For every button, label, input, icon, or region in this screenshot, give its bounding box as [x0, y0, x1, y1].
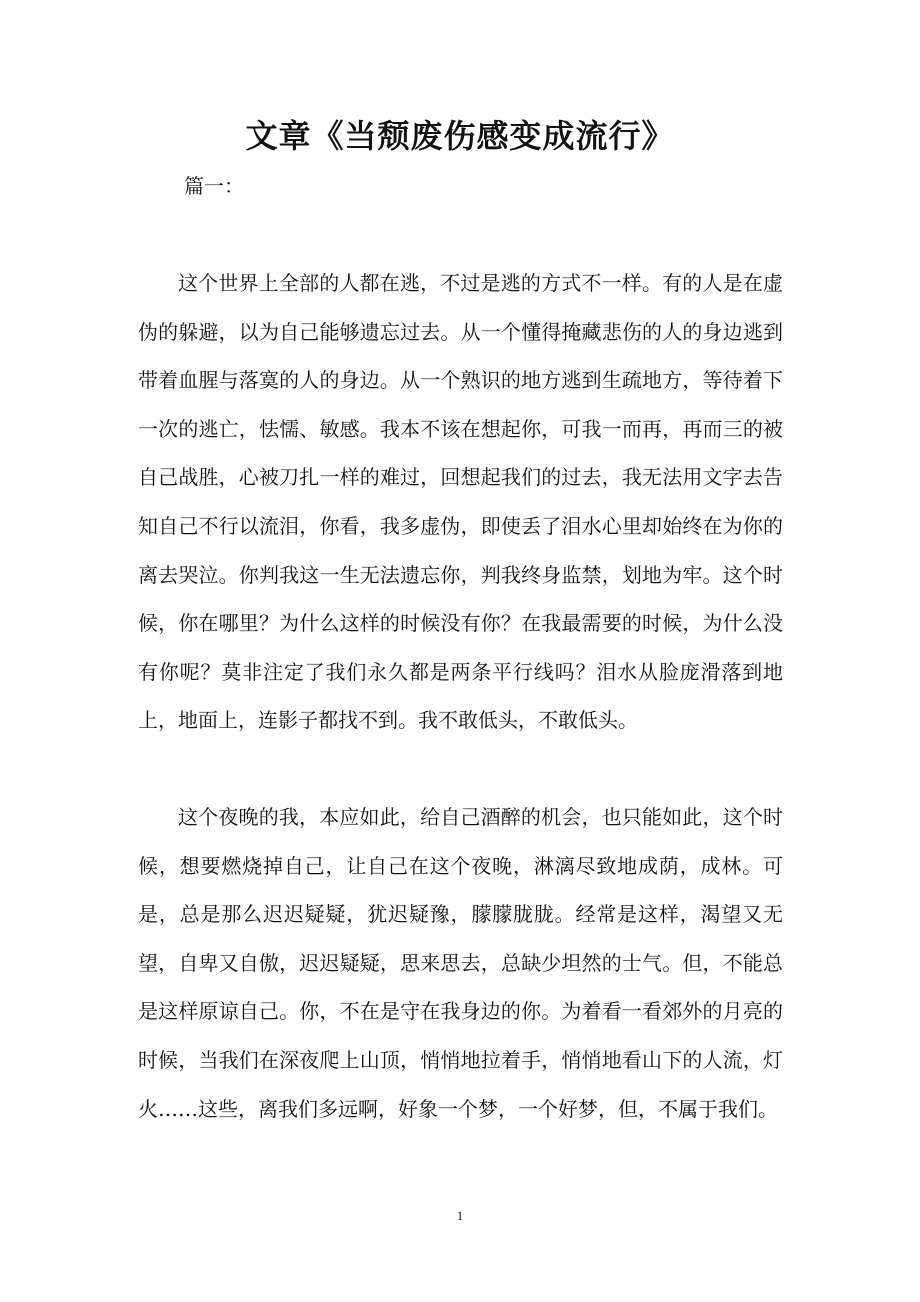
- document-title: 文章《当颓废伤感变成流行》: [245, 117, 675, 155]
- page-number: 1: [456, 1208, 464, 1223]
- paragraph-2: 这个夜晚的我，本应如此，给自己酒醉的机会，也只能如此，这个时候，想要燃烧掉自己，让自己在这个夜晚，淋漓尽致地成荫，成林。可是，总是那么迟迟疑疑，犹迟疑豫，朦朦胧胧。经常是这样，渴望又无望，自卑又自傲，迟迟疑疑，思来思去，总缺少坦然的士气。但，不能总是这样原谅自己。你，不在是守在我身边的你。为着看一看郊外的月亮的时候，当我们在深夜爬上山顶，悄悄地拉着手，悄悄地看山下的人流，灯火……这些，离我们多远啊，好象一个梦，一个好梦，但，不属于我们。: [138, 805, 783, 1121]
- paragraph-1: 这个世界上全部的人都在逃，不过是逃的方式不一样。有的人是在虚伪的躲避，以为自己能够遗忘过去。从一个懂得掩藏悲伤的人的身边逃到带着血腥与落寞的人的身边。从一个熟识的地方逃到生疏地方，等待着下一次的逃亡，怯懦、敏感。我本不该在想起你，可我一而再，再而三的被自己战胜，心被刀扎一样的难过，回想起我们的过去，我无法用文字去告知自己不行以流泪，你看，我多虚伪，即使丢了泪水心里却始终在为你的离去哭泣。你判我这一生无法遗忘你，判我终身监禁，划地为牢。这个时候，你在哪里？为什么这样的时候没有你？在我最需要的时候，为什么没有你呢？莫非注定了我们永久都是两条平行线吗？泪水从脸庞滑落到地上，地面上，连影子都找不到。我不敢低头，不敢低头。: [138, 271, 783, 733]
- section-label: 篇一：: [184, 174, 244, 198]
